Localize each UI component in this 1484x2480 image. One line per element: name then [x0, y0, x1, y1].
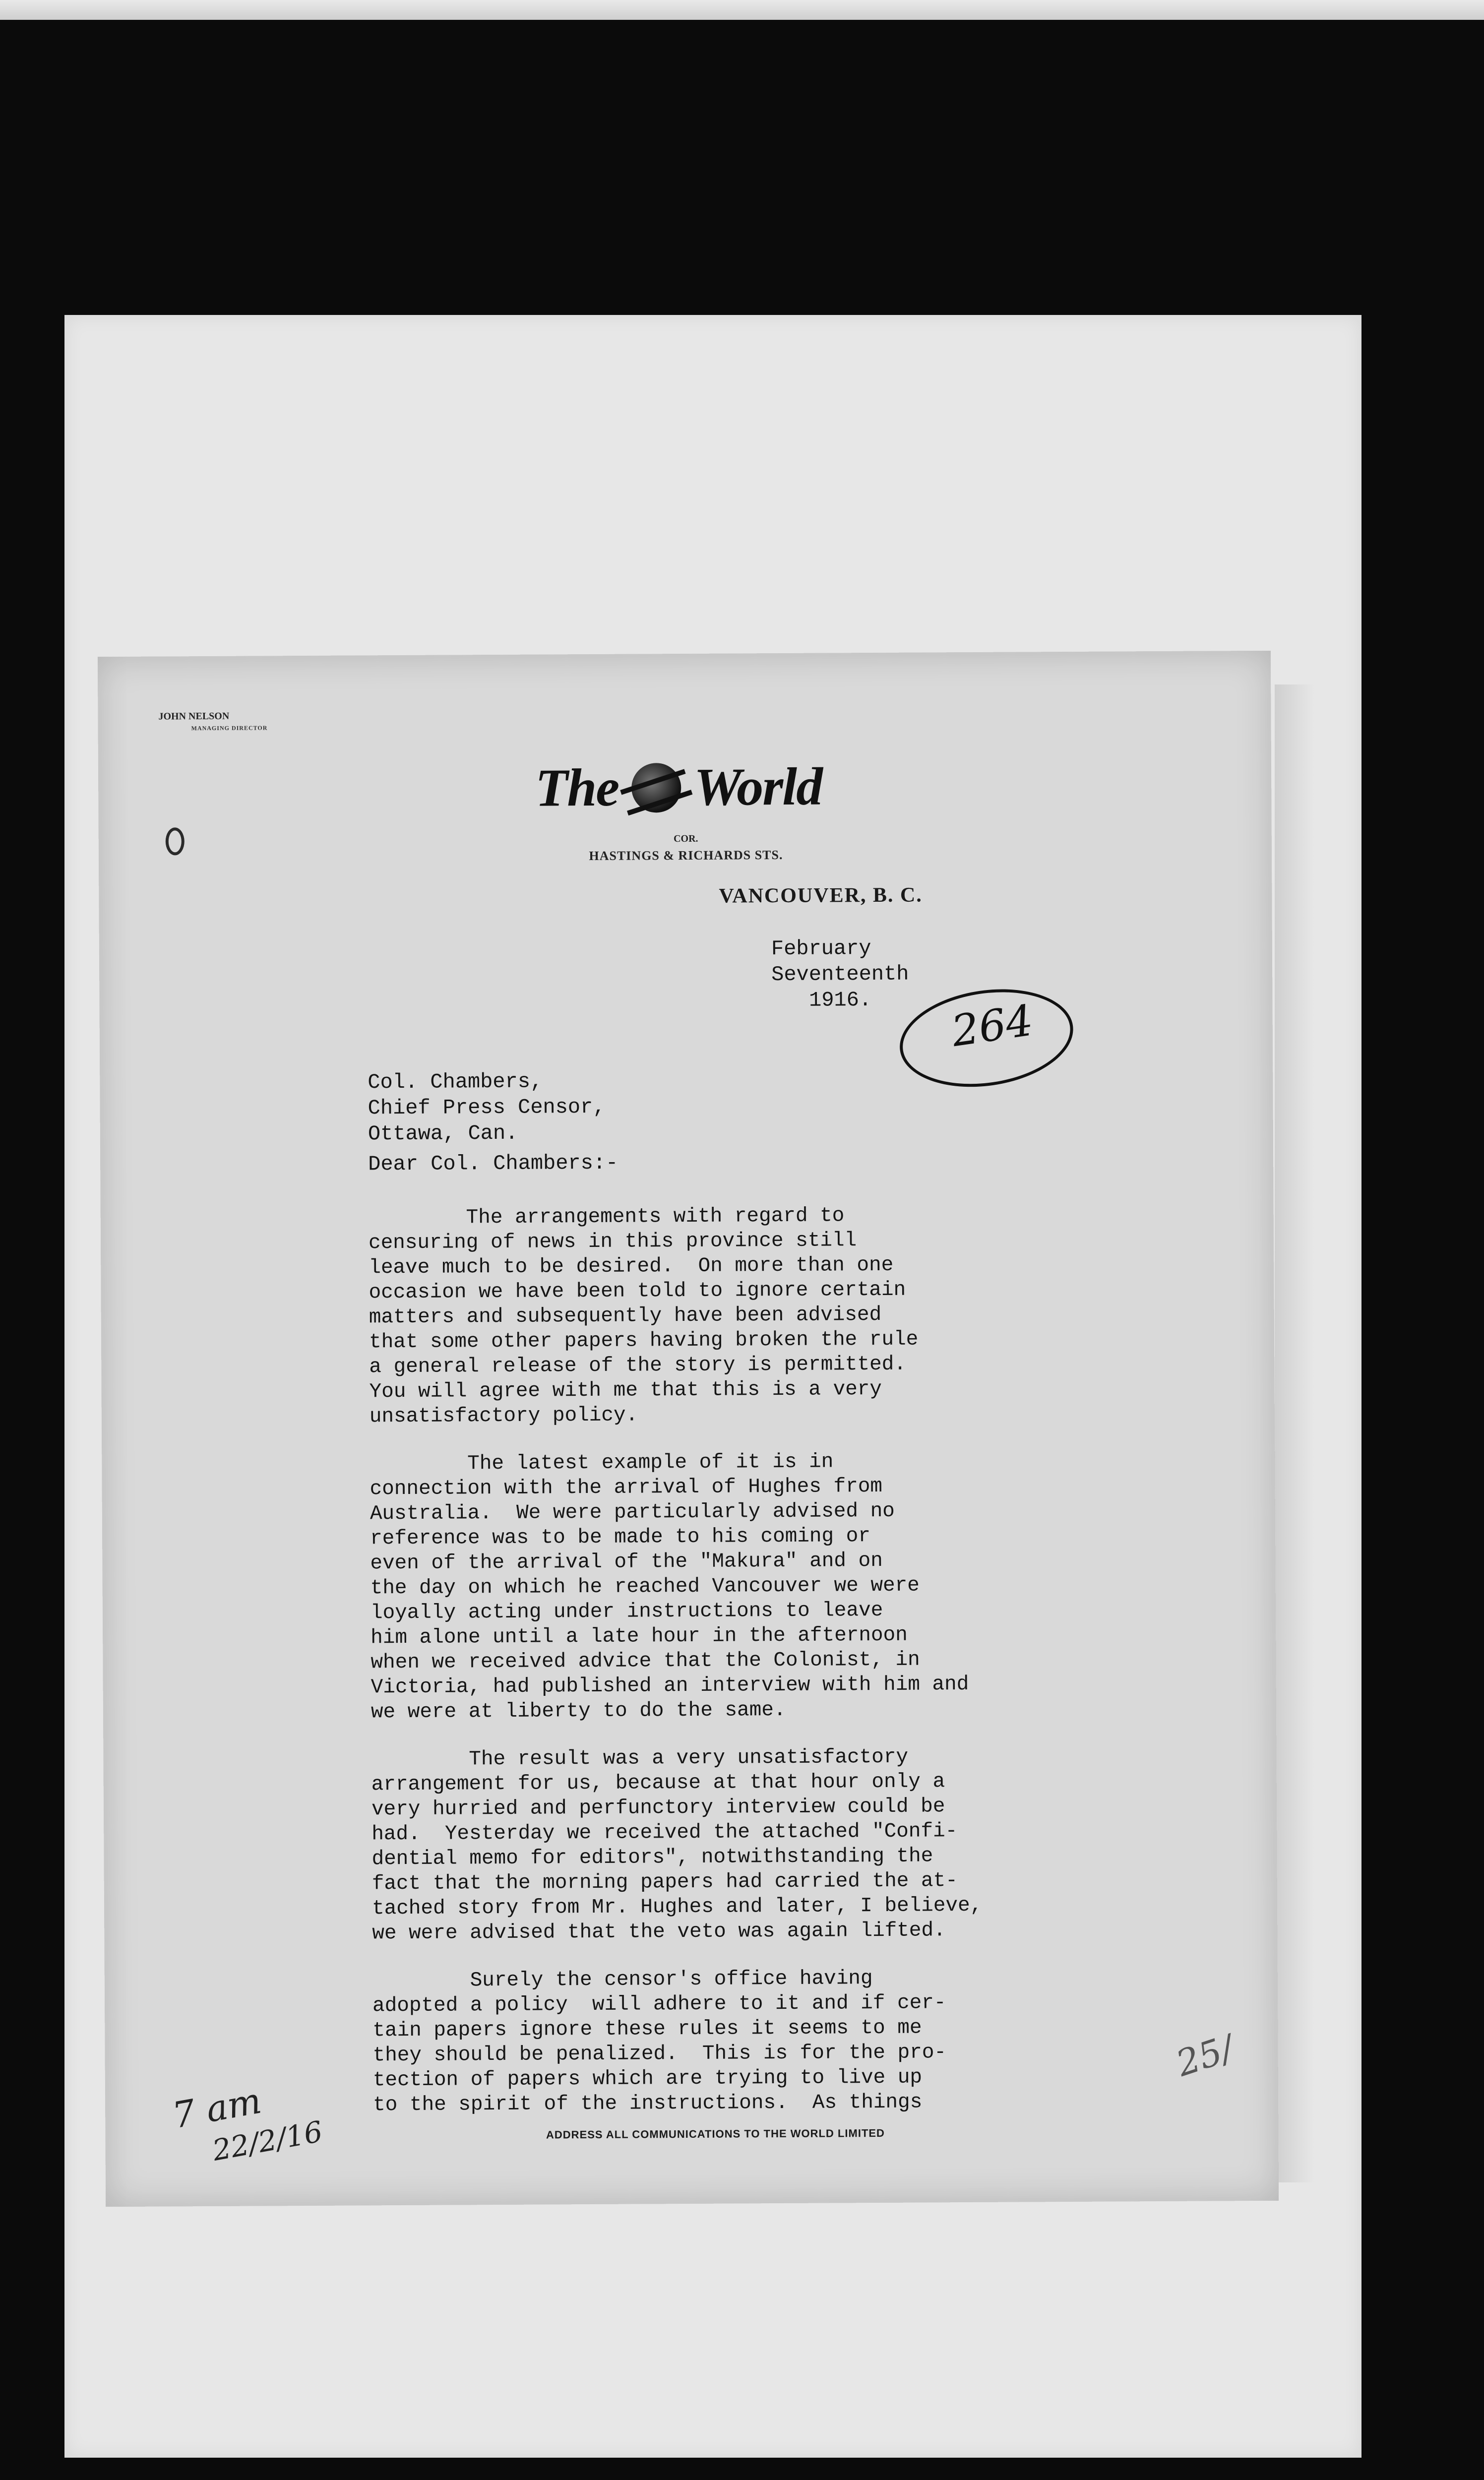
globe-logo-icon: [631, 763, 681, 813]
cor-line: COR.: [673, 833, 698, 845]
body-line: him alone until a late hour in the afternoon: [371, 1623, 908, 1650]
body-line: very hurried and perfunctory interview could be: [371, 1795, 945, 1821]
date-line: Seventeenth: [771, 962, 909, 987]
date-line: February: [771, 936, 871, 961]
recipient-address: [368, 1068, 606, 1147]
address-line: Col. Chambers,: [368, 1069, 543, 1095]
body-line: censuring of news in this province still: [368, 1229, 857, 1255]
masthead-the: The: [535, 758, 619, 818]
body-line: Surely the censor's office having: [372, 1967, 873, 1993]
body-line: matters and subsequently have been advised: [369, 1303, 882, 1329]
handwritten-margin-mark: 25/: [1171, 2027, 1239, 2085]
body-line: arrangement for us, because at that hour only a: [371, 1770, 945, 1797]
body-line: leave much to be desired. On more than one: [369, 1253, 894, 1280]
handwritten-initials: 7 am: [169, 2079, 265, 2137]
letter-body: [369, 1203, 984, 2140]
body-line: occasion we have been told to ignore certain: [369, 1278, 906, 1304]
street-line: HASTINGS & RICHARDS STS.: [589, 847, 783, 864]
paragraph: [369, 1203, 980, 1429]
body-line: Australia. We were particularly advised no: [370, 1499, 895, 1526]
director-name: JOHN NELSON: [158, 710, 230, 722]
address-line: Ottawa, Can.: [368, 1121, 518, 1146]
letter-date: [771, 935, 909, 1013]
body-line: when we received advice that the Colonist, in: [371, 1648, 920, 1674]
body-line: they should be penalized. This is for the pro-: [372, 2041, 947, 2067]
body-line: You will agree with me that this is a very: [369, 1377, 882, 1404]
date-line: 1916.: [771, 988, 872, 1013]
body-line: dential memo for editors", notwithstanding the: [371, 1845, 933, 1871]
body-line: The result was a very unsatisfactory: [371, 1745, 909, 1772]
body-line: adopted a policy will adhere to it and if cer-: [372, 1991, 946, 2018]
body-line: tection of papers which are trying to live up: [372, 2066, 923, 2092]
file-number: 264: [948, 995, 1037, 1057]
body-line: a general release of the story is permitted.: [369, 1353, 907, 1379]
body-line: even of the arrival of the "Makura" and on: [370, 1549, 883, 1575]
body-line: loyally acting under instructions to leave: [370, 1599, 883, 1625]
body-line: tached story from Mr. Hughes and later, I believe,: [371, 1894, 983, 1921]
paragraph: [372, 1966, 984, 2117]
handwritten-date: 22/2/16: [210, 2114, 325, 2168]
body-line: we were advised that the veto was again lifted.: [372, 1919, 946, 1945]
body-line: fact that the morning papers had carried the at-: [371, 1869, 958, 1896]
body-line: tain papers ignore these rules it seems to me: [372, 2016, 922, 2043]
body-line: to the spirit of the instructions. As things: [373, 2091, 923, 2117]
address-line: Chief Press Censor,: [368, 1095, 606, 1120]
letter-edge: [1275, 684, 1314, 2182]
body-line: we were at liberty to do the same.: [371, 1698, 786, 1724]
body-line: The arrangements with regard to: [368, 1204, 845, 1230]
salutation: Dear Col. Chambers:-: [368, 1151, 618, 1177]
director-title: MANAGING DIRECTOR: [191, 724, 268, 732]
paragraph: [371, 1744, 982, 1946]
body-line: The latest example of it is in: [370, 1450, 834, 1476]
body-line: Victoria, had published an interview with him and: [371, 1673, 969, 1699]
body-line: connection with the arrival of Hughes from: [370, 1475, 883, 1501]
body-line: the day on which he reached Vancouver we were: [370, 1574, 920, 1600]
letterhead-footer: ADDRESS ALL COMMUNICATIONS TO THE WORLD LIMITED: [546, 2126, 885, 2141]
paragraph: [370, 1449, 981, 1725]
body-line: that some other papers having broken the rule: [369, 1328, 919, 1354]
city-line: VANCOUVER, B. C.: [719, 883, 923, 908]
masthead-world: World: [693, 757, 822, 817]
punch-hole: [166, 827, 185, 855]
masthead: [455, 752, 902, 824]
body-line: reference was to be made to his coming or: [370, 1525, 871, 1550]
film-top-strip: [0, 0, 1484, 20]
body-line: unsatisfactory policy.: [369, 1404, 638, 1428]
letter-page: [98, 651, 1279, 2207]
body-line: had. Yesterday we received the attached "Confi-: [371, 1820, 958, 1846]
